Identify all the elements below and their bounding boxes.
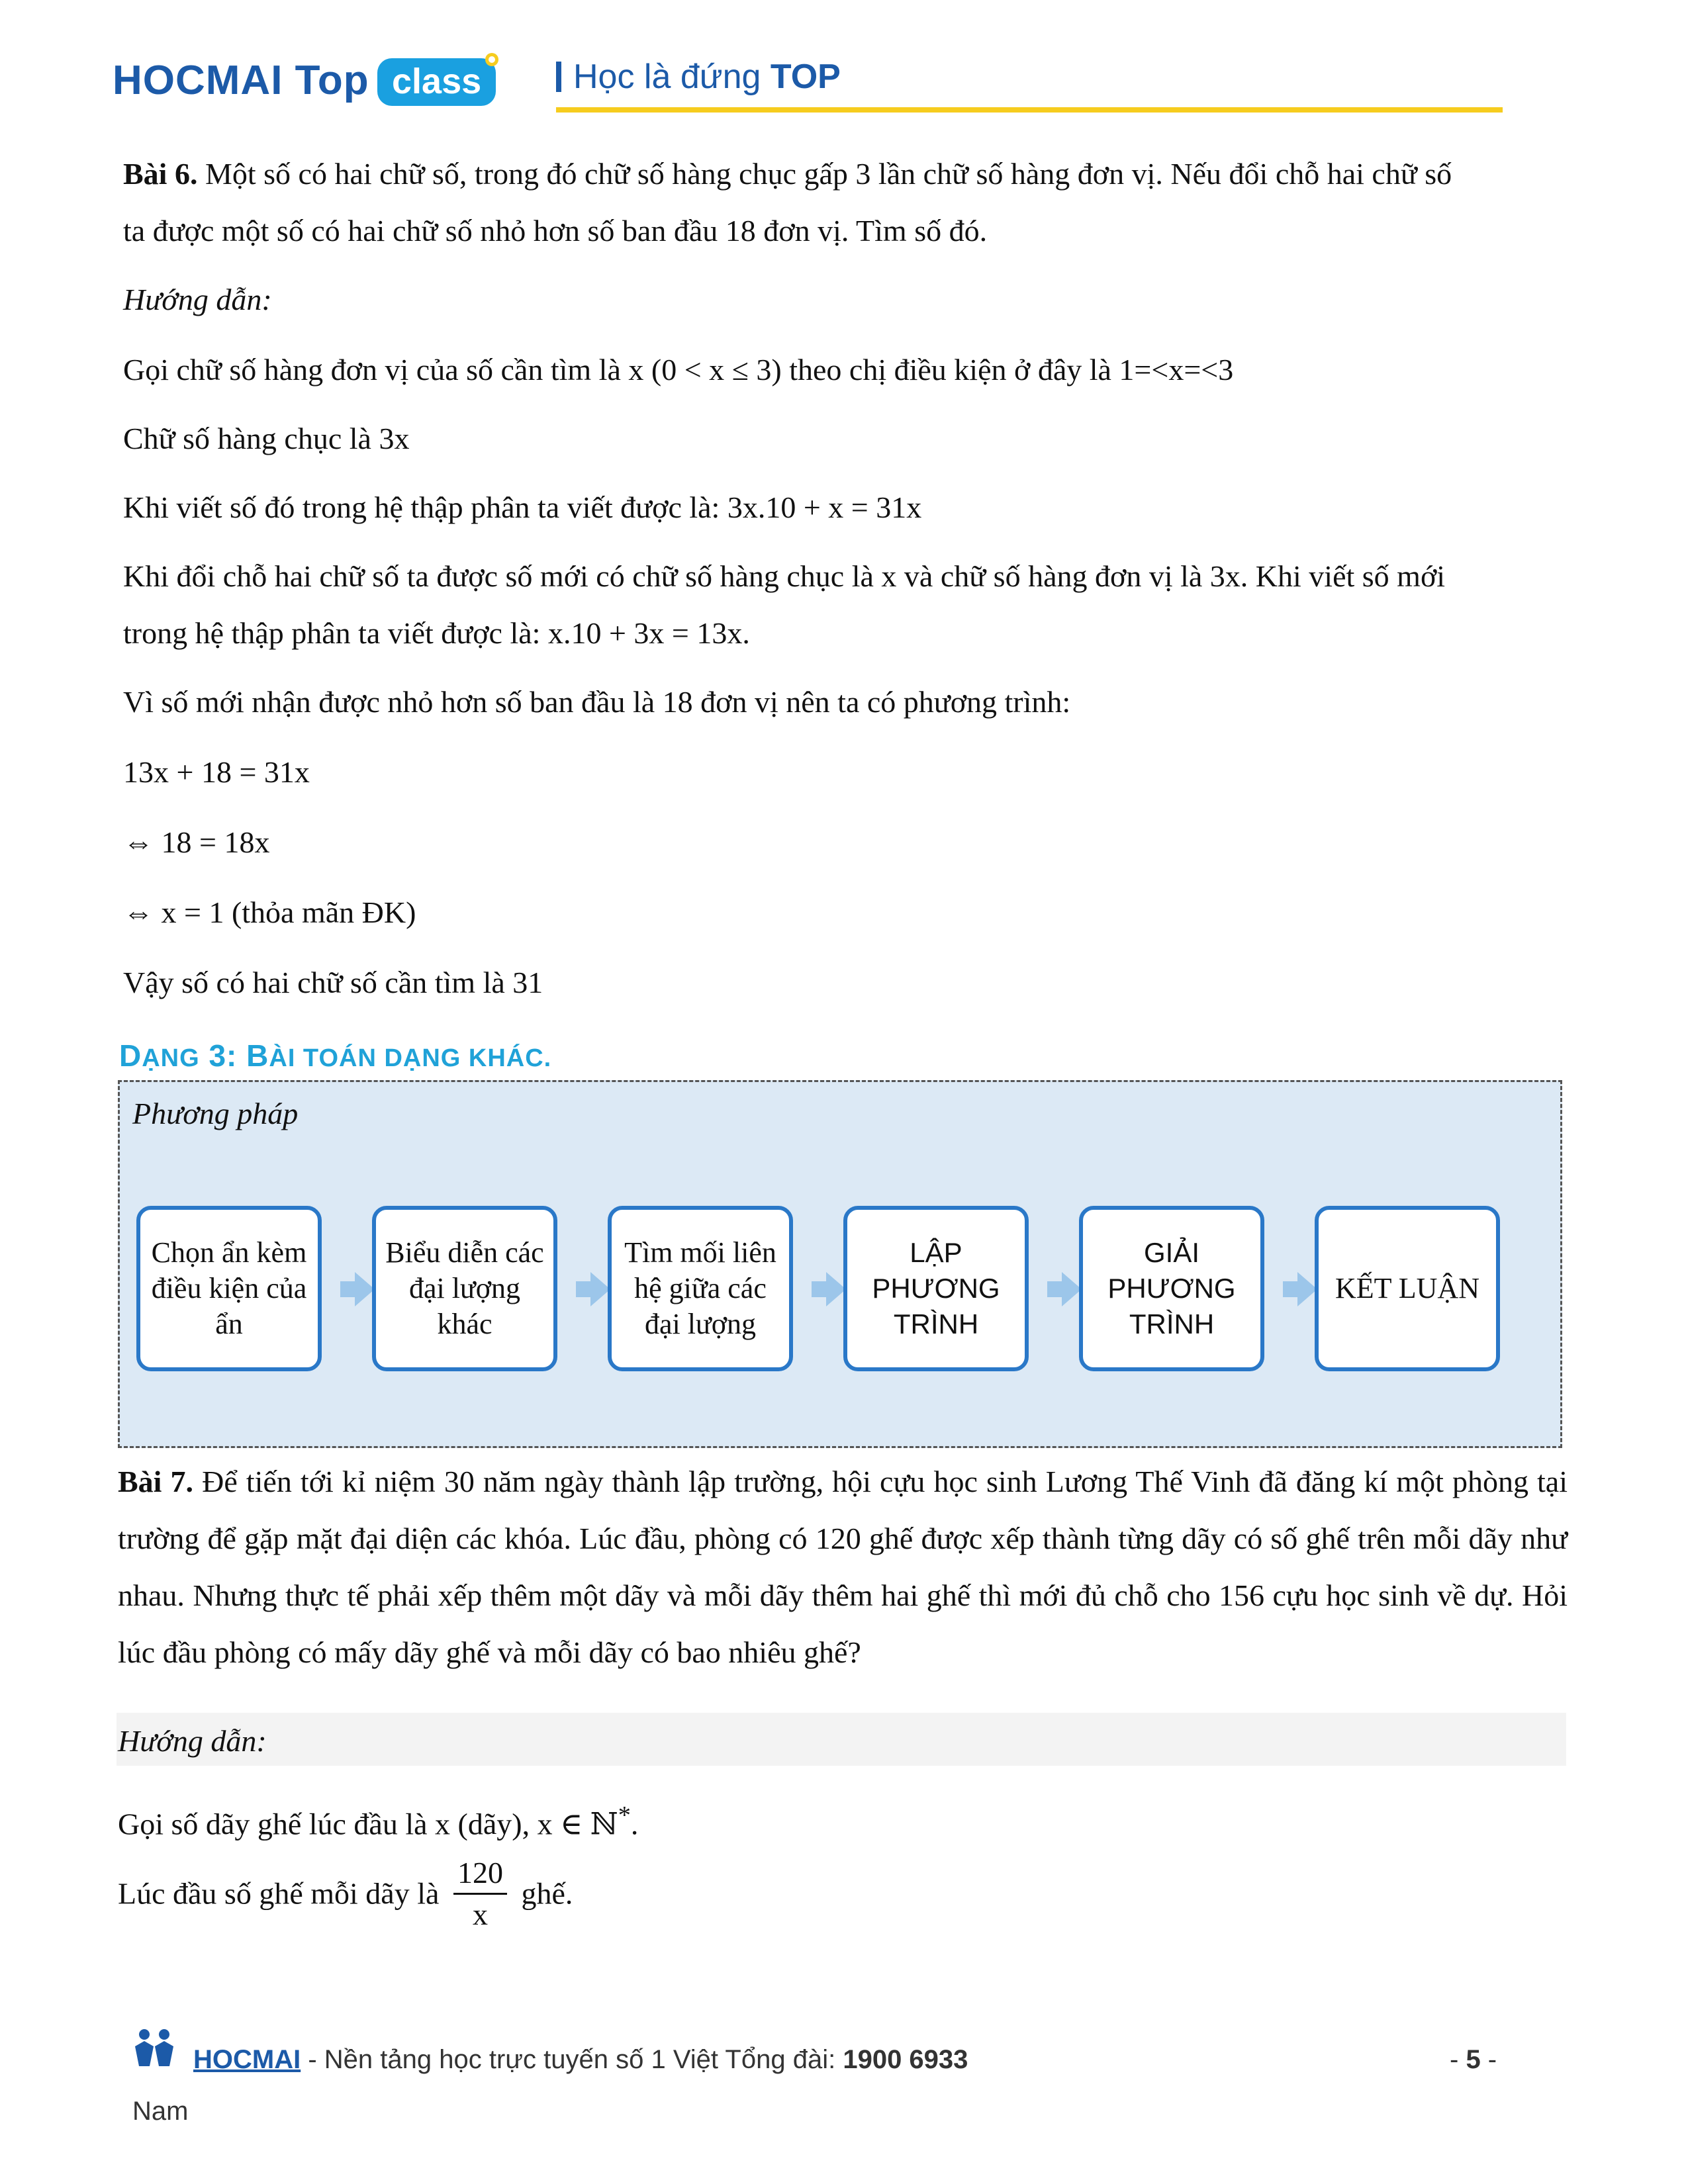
bai6-step: trong hệ thập phân ta viết được là: x.10 + 3x = 13x.	[123, 616, 750, 650]
footer-brand-link[interactable]: HOCMAI	[193, 2045, 301, 2074]
section-heading: DẠNG 3: BÀI TOÁN DẠNG KHÁC.	[119, 1038, 552, 1073]
bai6-problem-line1: Bài 6. Một số có hai chữ số, trong đó chữ số hàng chục gấp 3 lần chữ số hàng đơn vị. Nếu đổi chỗ hai chữ số	[123, 157, 1452, 191]
footer-text: HOCMAI - Nền tảng học trực tuyến số 1 Việt Tổng đài: 1900 6933	[193, 2045, 968, 2074]
flow-step-represent-quantities: Biểu diễn các đại lượng khác	[372, 1206, 557, 1371]
flow-step-choose-variable: Chọn ẩn kèm điều kiện của ẩn	[136, 1206, 322, 1371]
bai6-step: Chữ số hàng chục là 3x	[123, 422, 410, 455]
logo-text: HOCMAI Top	[113, 58, 369, 103]
logo-class-badge: class	[377, 58, 496, 106]
hocmai-footer-logo-icon	[130, 2026, 183, 2073]
flow-step-solve-equation: GIẢI PHƯƠNG TRÌNH	[1079, 1206, 1264, 1371]
page-number: - 5 -	[1450, 2045, 1497, 2074]
bai6-step: Khi viết số đó trong hệ thập phân ta viết được là: 3x.10 + x = 31x	[123, 490, 922, 524]
bai6-equation: 13x + 18 = 31x	[123, 755, 310, 789]
bai6-conclusion: Vậy số có hai chữ số cần tìm là 31	[123, 966, 543, 999]
flow-step-conclusion: KẾT LUẬN	[1315, 1206, 1500, 1371]
bai7-hint-label: Hướng dẫn:	[118, 1724, 267, 1758]
bai6-hint-label: Hướng dẫn:	[123, 283, 272, 316]
hocmai-topclass-logo	[113, 53, 510, 113]
sun-icon	[480, 48, 504, 71]
flow-step-set-up-equation: LẬP PHƯƠNG TRÌNH	[843, 1206, 1029, 1371]
header-tagline: Học là đứng TOP	[556, 57, 841, 97]
bai6-equation: ⇔ 18 = 18x	[123, 825, 270, 859]
method-title: Phương pháp	[132, 1097, 299, 1130]
bai6-equation: ⇔ x = 1 (thỏa mãn ĐK)	[123, 895, 416, 929]
tagline-divider	[556, 62, 561, 92]
flow-step-find-relation: Tìm mối liên hệ giữa các đại lượng	[608, 1206, 793, 1371]
bai7-problem: Bài 7. Để tiến tới kỉ niệm 30 năm ngày thành lập trường, hội cựu học sinh Lương Thế Vinh đã đăng kí một phòng tại trường để gặp mặt đại diện các khóa. Lúc đầu, phòng có 120 ghế được xếp thành từng dãy có số ghế trên mỗi dãy như nhau. Nhưng thực tế phải xếp thêm một dãy và mỗi dãy thêm hai ghế thì mới đủ chỗ cho 156 cựu học sinh về dự. Hỏi lúc đầu phòng có mấy dãy ghế và mỗi dãy có bao nhiêu ghế?	[118, 1465, 1568, 1669]
bai6-problem-line2: ta được một số có hai chữ số nhỏ hơn số ban đầu 18 đơn vị. Tìm số đó.	[123, 214, 988, 248]
bai7-step2: Lúc đầu số ghế mỗi dãy là $\frac{120}{x}$ ghế.	[118, 1853, 1561, 1934]
footer-line2: Nam	[132, 2097, 189, 2126]
bai7-step1: Gọi số dãy ghế lúc đầu là x (dãy), x ∈ ℕ*.	[118, 1801, 639, 1841]
bai6-step: Vì số mới nhận được nhỏ hơn số ban đầu là 18 đơn vị nên ta có phương trình:	[123, 685, 1071, 719]
header-underline	[556, 107, 1503, 113]
bai6-step: Gọi chữ số hàng đơn vị của số cần tìm là x (0 < x ≤ 3) theo chị điều kiện ở đây là 1=<x=<3	[123, 353, 1234, 387]
bai6-step: Khi đổi chỗ hai chữ số ta được số mới có chữ số hàng chục là x và chữ số hàng đơn vị là 3x. Khi viết số mới	[123, 559, 1446, 593]
fraction-120-over-x: $\frac{120}{x}$	[453, 1853, 507, 1934]
